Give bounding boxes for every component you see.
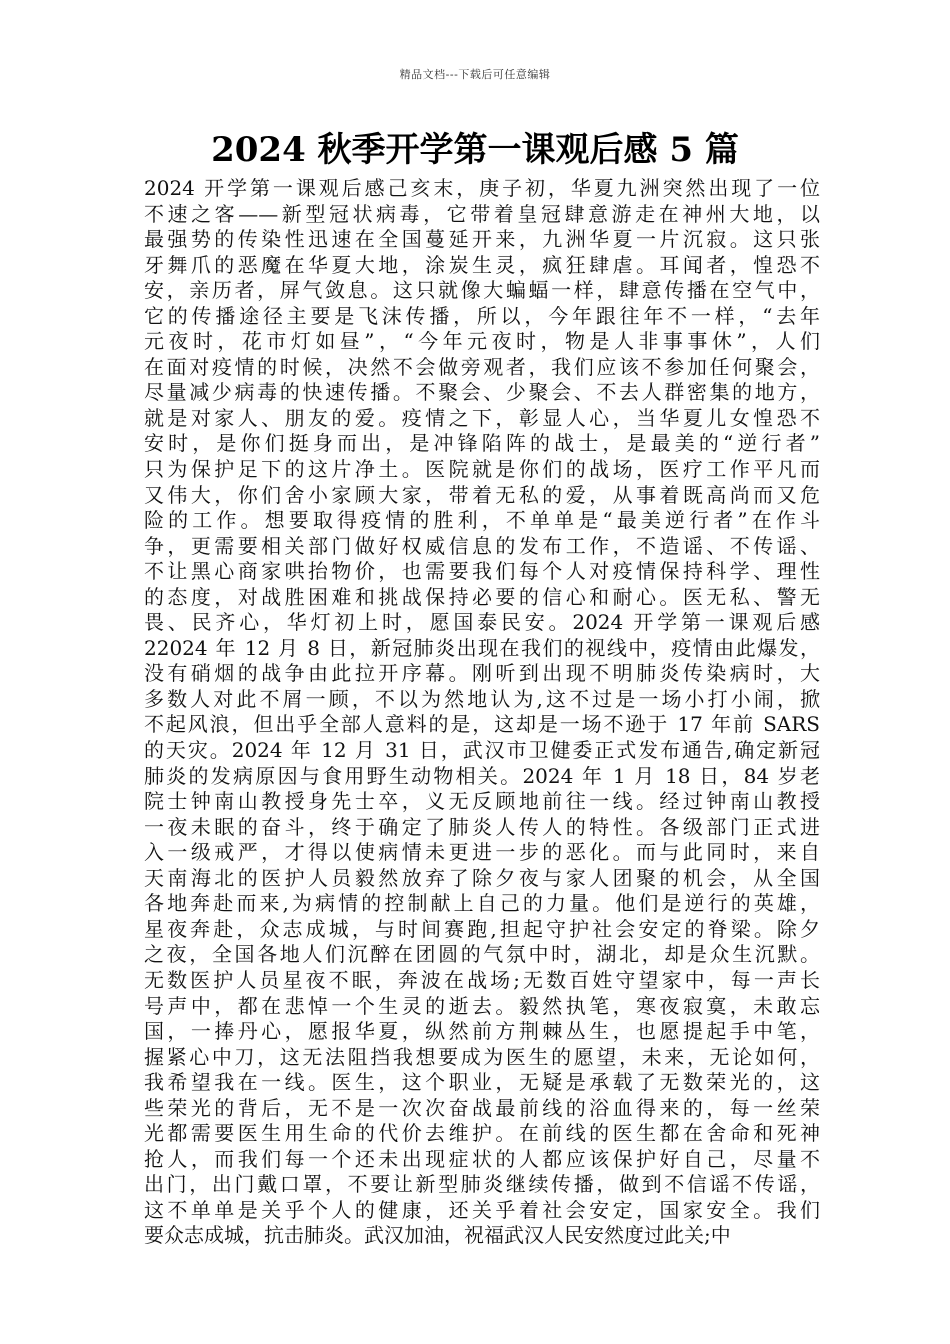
header-note: 精品文档---下载后可任意编辑 xyxy=(399,68,551,81)
body-line: 不速之客——新型冠状病毒，它带着皇冠肆意游走在神州大地，以 xyxy=(144,201,820,226)
body-line: 肺炎的发病原因与食用野生动物相关。2024 年 1 月 18 日，84 岁老 xyxy=(144,763,820,788)
body-line: 出门，出门戴口罩，不要让新型肺炎继续传播，做到不信谣不传谣， xyxy=(144,1172,820,1197)
body-line: 安，亲历者，屏气敛息。这只就像大蝙蝠一样，肆意传播在空气中， xyxy=(144,278,820,303)
body-line: 它的传播途径主要是飞沫传播，所以，今年跟往年不一样，“去年 xyxy=(144,303,820,328)
body-line: 在面对疫情的时候，决然不会做旁观者，我们应该不参加任何聚会， xyxy=(144,354,820,379)
body-line: 又伟大，你们舍小家顾大家，带着无私的爱，从事着既高尚而又危 xyxy=(144,482,820,507)
body-line: 22024 年 12 月 8 日，新冠肺炎出现在我们的视线中，疫情由此爆发， xyxy=(144,635,820,660)
body-line: 国，一捧丹心，愿报华夏，纵然前方荆棘丛生，也愿提起手中笔， xyxy=(144,1019,820,1044)
body-line: 没有硝烟的战争由此拉开序幕。刚听到出现不明肺炎传染病时，大 xyxy=(144,661,820,686)
body-line: 号声中，都在悲悼一个生灵的逝去。毅然执笔，寒夜寂寞，未敢忘 xyxy=(144,993,820,1018)
body-line: 的态度，对战胜困难和挑战保持必要的信心和耐心。医无私、警无 xyxy=(144,584,820,609)
body-line: 牙舞爪的恶魔在华夏大地，涂炭生灵，疯狂肆虐。耳闻者，惶恐不 xyxy=(144,252,820,277)
body-line: 多数人对此不屑一顾，不以为然地认为,这不过是一场小打小闹，掀 xyxy=(144,686,820,711)
body-line: 这不单单是关乎个人的健康，还关乎着社会安定，国家安全。我们 xyxy=(144,1197,820,1222)
body-line: 要众志成城，抗击肺炎。武汉加油，祝福武汉人民安然度过此关;中 xyxy=(144,1223,731,1248)
page-title: 2024 秋季开学第一课观后感 5 篇 xyxy=(211,130,739,170)
body-line: 入一级戒严，才得以使病情未更进一步的恶化。而与此同时，来自 xyxy=(144,840,820,865)
body-line: 院士钟南山教授身先士卒，义无反顾地前往一线。经过钟南山教授 xyxy=(144,789,820,814)
body-line: 一夜未眠的奋斗，终于确定了肺炎人传人的特性。各级部门正式进 xyxy=(144,814,820,839)
body-line: 2024 开学第一课观后感己亥末，庚子初，华夏九洲突然出现了一位 xyxy=(144,176,820,200)
body-line: 尽量减少病毒的快速传播。不聚会、少聚会、不去人群密集的地方， xyxy=(144,380,820,405)
body-line: 争，更需要相关部门做好权威信息的发布工作，不造谣、不传谣、 xyxy=(144,533,820,558)
body-line: 抢人，而我们每一个还未出现症状的人都应该保护好自己，尽量不 xyxy=(144,1146,820,1171)
body-line: 我希望我在一线。医生，这个职业，无疑是承载了无数荣光的，这 xyxy=(144,1070,820,1095)
body-line: 只为保护足下的这片净土。医院就是你们的战场，医疗工作平凡而 xyxy=(144,457,820,482)
body-text xyxy=(144,176,820,1249)
body-line: 各地奔赴而来,为病情的控制献上自己的力量。他们是逆行的英雄， xyxy=(144,891,820,916)
body-line: 的天灾。2024 年 12 月 31 日，武汉市卫健委正式发布通告,确定新冠 xyxy=(144,738,820,763)
body-line: 不起风浪，但出乎全部人意料的是，这却是一场不逊于 17 年前 SARS xyxy=(144,712,820,737)
body-line: 光都需要医生用生命的代价去维护。在前线的医生都在舍命和死神 xyxy=(144,1121,820,1146)
body-line: 险的工作。想要取得疫情的胜利，不单单是“最美逆行者”在作斗 xyxy=(144,508,820,533)
body-line: 就是对家人、朋友的爱。疫情之下，彰显人心，当华夏儿女惶恐不 xyxy=(144,405,820,430)
body-line: 之夜，全国各地人们沉醉在团圆的气氛中时，湖北，却是众生沉默。 xyxy=(144,942,820,967)
body-line: 畏、民齐心，华灯初上时，愿国泰民安。2024 开学第一课观后感 xyxy=(144,610,820,635)
body-line: 不让黑心商家哄抬物价，也需要我们每个人对疫情保持科学、理性 xyxy=(144,559,820,584)
body-line: 握紧心中刀，这无法阻挡我想要成为医生的愿望，未来，无论如何， xyxy=(144,1044,820,1069)
body-line: 无数医护人员星夜不眠，奔波在战场;无数百姓守望家中，每一声长 xyxy=(144,967,820,992)
body-line: 最强势的传染性迅速在全国蔓延开来，九洲华夏一片沉寂。这只张 xyxy=(144,227,820,252)
body-line: 天南海北的医护人员毅然放弃了除夕夜与家人团聚的机会，从全国 xyxy=(144,865,820,890)
body-line: 星夜奔赴，众志成城，与时间赛跑,担起守护社会安定的脊梁。除夕 xyxy=(144,916,820,941)
body-line: 元夜时，花市灯如昼”，“今年元夜时，物是人非事事休”，人们 xyxy=(144,329,820,354)
body-line: 些荣光的背后，无不是一次次奋战最前线的浴血得来的，每一丝荣 xyxy=(144,1095,820,1120)
body-line: 安时，是你们挺身而出，是冲锋陷阵的战士，是最美的“逆行者” xyxy=(144,431,820,456)
